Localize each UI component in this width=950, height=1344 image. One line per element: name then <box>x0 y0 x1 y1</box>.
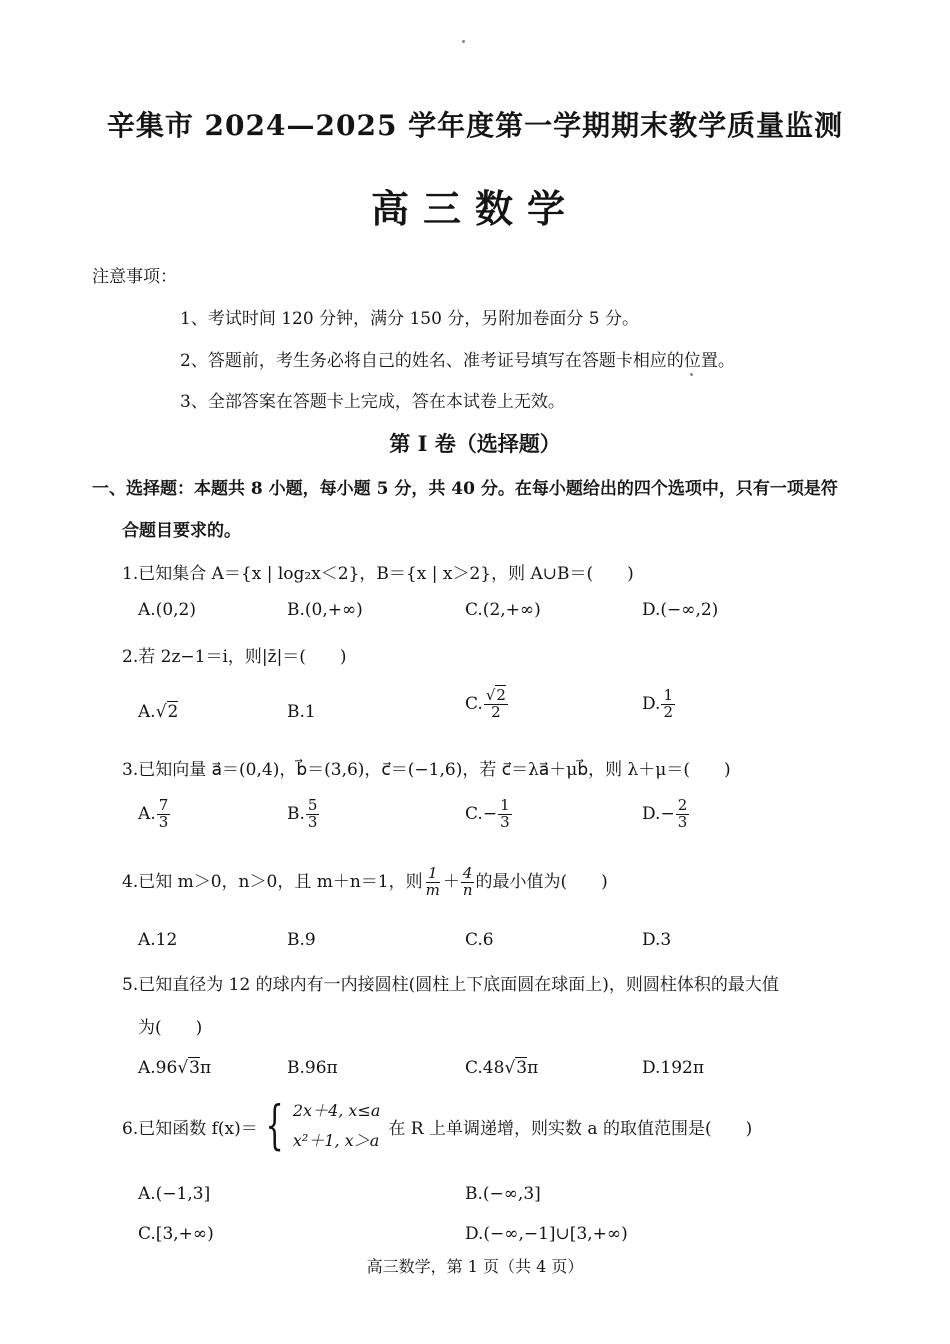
question-5-stem-cont: 为( ) <box>138 1018 203 1038</box>
piecewise-cases: 2x＋4, x≤a x²＋1, x＞a <box>292 1101 381 1151</box>
question-4-stem: 4.已知 m＞0，n＞0，且 m＋n＝1，则 $\frac{1}{m}$ ＋ $\frac{4}{n}$ 的最小值为( ) <box>122 864 608 899</box>
page-footer: 高三数学，第 1 页（共 4 页） <box>366 1257 584 1276</box>
q6-option-d: D.(−∞,−1]∪[3,+∞) <box>465 1224 628 1244</box>
note-item: 3、全部答案在答题卡上完成，答在本试卷上无效。 <box>180 392 565 412</box>
question-3-stem: 3.已知向量 a⃗＝(0,4)，b⃗＝(3,6)，c⃗＝(−1,6)，若 c⃗＝λa⃗＋μb⃗，则 λ＋μ＝( ) <box>122 760 731 780</box>
q2-option-d: D. $\frac{1}{2}$ <box>642 686 673 721</box>
q3-option-d: D.− $\frac{2}{3}$ <box>642 796 688 831</box>
question-5-stem: 5.已知直径为 12 的球内有一内接圆柱(圆柱上下底面圆在球面上)，则圆柱体积的最大值 <box>122 975 779 995</box>
subject-title: 高三数学 <box>370 186 579 231</box>
scan-speck <box>462 40 465 43</box>
q5-option-c: C.48√3π <box>465 1058 539 1078</box>
q4-option-a: A.12 <box>138 930 178 950</box>
scan-speck <box>690 373 693 376</box>
q4-option-c: C.6 <box>465 930 494 950</box>
q5-option-a: A.96√3π <box>138 1058 212 1078</box>
q2-option-c: C. $\frac{√2}{2}$ <box>465 686 506 721</box>
part-instruction-cont: 合题目要求的。 <box>122 521 241 541</box>
q3-option-b: B. $\frac{5}{3}$ <box>287 796 318 831</box>
question-6-stem: 6.已知函数 f(x)＝ { 2x＋4, x≤a x²＋1, x＞a 在 R 上单调递增，则实数 a 的取值范围是( ) <box>122 1096 753 1157</box>
question-1-stem: 1.已知集合 A＝{x | log₂x＜2}，B＝{x | x＞2}，则 A∪B＝( ) <box>122 564 634 584</box>
note-item: 2、答题前，考生务必将自己的姓名、准考证号填写在答题卡相应的位置。 <box>180 351 735 371</box>
section-title: 第 I 卷（选择题） <box>389 431 561 456</box>
q6-option-b: B.(−∞,3] <box>465 1184 541 1204</box>
q6-option-c: C.[3,+∞) <box>138 1224 214 1244</box>
note-item: 1、考试时间 120 分钟，满分 150 分，另附加卷面分 5 分。 <box>180 309 639 329</box>
q1-option-c: C.(2,+∞) <box>465 600 541 620</box>
q5-option-d: D.192π <box>642 1058 705 1078</box>
question-2-stem: 2.若 2z−1＝i，则|z̄|＝( ) <box>122 647 347 667</box>
q4-option-d: D.3 <box>642 930 672 950</box>
q1-option-d: D.(−∞,2) <box>642 600 719 620</box>
exam-title: 辛集市 2024—2025 学年度第一学期期末教学质量监测 <box>106 109 844 142</box>
q3-option-a: A. $\frac{7}{3}$ <box>138 796 169 831</box>
q4-option-b: B.9 <box>287 930 316 950</box>
part-instruction: 一、选择题：本题共 8 小题，每小题 5 分，共 40 分。在每小题给出的四个选项中，只有一项是符 <box>92 479 838 499</box>
brace-icon: { <box>265 1096 284 1157</box>
q6-option-a: A.(−1,3] <box>138 1184 211 1204</box>
q2-option-a: A.√2 <box>138 702 179 722</box>
q2-option-b: B.1 <box>287 702 316 722</box>
q1-option-a: A.(0,2) <box>138 600 196 620</box>
q5-option-b: B.96π <box>287 1058 338 1078</box>
q3-option-c: C.− $\frac{1}{3}$ <box>465 796 510 831</box>
notes-heading: 注意事项： <box>92 267 177 287</box>
q1-option-b: B.(0,+∞) <box>287 600 363 620</box>
